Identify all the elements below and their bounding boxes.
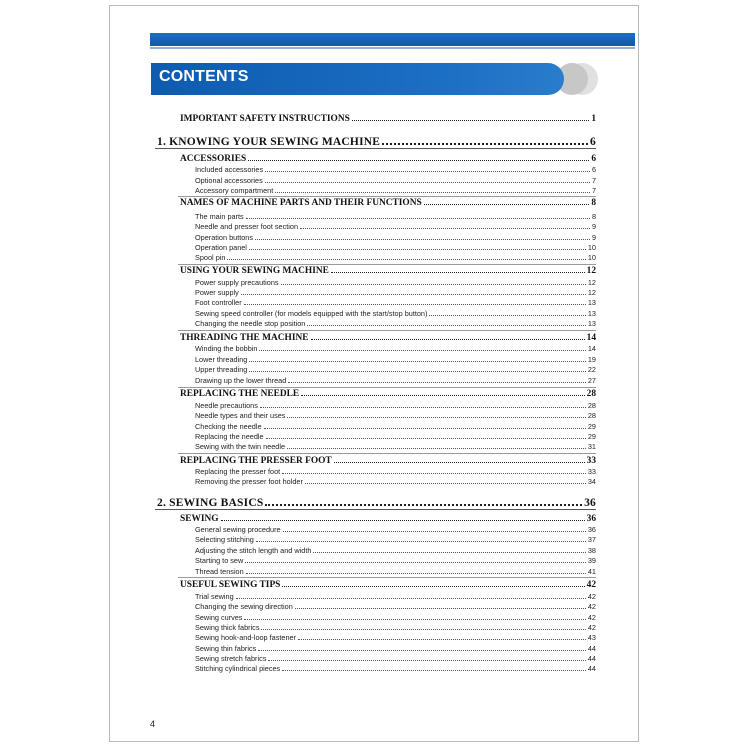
- toc-entry-title: Power supply: [195, 288, 239, 297]
- dot-leader: [424, 203, 590, 205]
- toc-entry-page: 19: [587, 355, 596, 364]
- dot-leader: [282, 585, 584, 587]
- toc-section-entry: [180, 154, 596, 164]
- toc-entry-title: Sewing stretch fabrics: [195, 654, 267, 663]
- toc-entry-title: Spool pin: [195, 253, 226, 262]
- toc-entry-page: 14: [586, 333, 596, 343]
- dot-leader: [295, 607, 586, 609]
- section-divider: [178, 387, 596, 388]
- toc-entry-title: Starting to sew: [195, 556, 244, 565]
- toc-entry-title: Replacing the presser foot: [195, 467, 281, 476]
- toc-subsection-entry: [195, 365, 596, 374]
- toc-entry-page: 14: [587, 344, 596, 353]
- toc-entry-title: Sewing speed controller (for models equipped with the start/stop button): [195, 309, 428, 318]
- toc-entry-page: 36: [584, 497, 596, 509]
- dot-leader: [248, 159, 589, 161]
- toc-entry-title: Changing the needle stop position: [195, 319, 306, 328]
- toc-entry-title: REPLACING THE NEEDLE: [180, 389, 300, 399]
- toc-entry-page: 28: [586, 389, 596, 399]
- toc-subsection-entry: [195, 623, 596, 632]
- dot-leader: [261, 628, 585, 630]
- dot-leader: [288, 381, 586, 383]
- toc-entry-page: 8: [591, 212, 596, 221]
- toc-entry-page: 6: [591, 165, 596, 174]
- toc-subsection-entry: [195, 467, 596, 476]
- toc-entry-page: 28: [587, 401, 596, 410]
- toc-entry-title: Sewing curves: [195, 613, 243, 622]
- dot-leader: [298, 638, 586, 640]
- toc-subsection-entry: [195, 376, 596, 385]
- toc-entry-page: 1: [591, 114, 596, 124]
- toc-entry-title: Replacing the needle: [195, 432, 264, 441]
- toc-subsection-entry: [195, 422, 596, 431]
- toc-subsection-entry: [195, 442, 596, 451]
- toc-entry-page: 41: [587, 567, 596, 576]
- toc-entry-title: 1. KNOWING YOUR SEWING MACHINE: [157, 136, 381, 148]
- dot-leader: [236, 597, 586, 599]
- toc-entry-page: 43: [587, 633, 596, 642]
- dot-leader: [249, 248, 586, 250]
- dot-leader: [287, 416, 585, 418]
- dot-leader: [227, 258, 585, 260]
- toc-entry-title: Needle precautions: [195, 401, 258, 410]
- toc-entry-page: 42: [586, 580, 596, 590]
- toc-entry-title: Drawing up the lower thread: [195, 376, 287, 385]
- toc-entry-page: 29: [587, 422, 596, 431]
- toc-entry-page: 7: [591, 186, 596, 195]
- toc-entry-page: 13: [587, 298, 596, 307]
- dot-leader: [260, 406, 586, 408]
- toc-entry-title: Sewing thick fabrics: [195, 623, 260, 632]
- toc-subsection-entry: [195, 298, 596, 307]
- toc-entry-page: 7: [591, 176, 596, 185]
- toc-entry-page: 42: [587, 623, 596, 632]
- toc-entry-title: Foot controller: [195, 298, 242, 307]
- toc-entry-title: Optional accessories: [195, 176, 263, 185]
- toc-entry-page: 33: [586, 456, 596, 466]
- dot-leader: [352, 119, 589, 121]
- toc-entry-page: 13: [587, 319, 596, 328]
- toc-entry-page: 42: [587, 592, 596, 601]
- dot-leader: [382, 142, 588, 145]
- toc-entry-title: Upper threading: [195, 365, 248, 374]
- dot-leader: [313, 551, 585, 553]
- dot-leader: [246, 572, 586, 574]
- toc-subsection-entry: [195, 176, 596, 185]
- toc-entry-title: Needle types and their uses: [195, 411, 286, 420]
- toc-chapter-entry: [157, 136, 596, 148]
- toc-section-entry: [180, 389, 596, 399]
- toc-entry-title: Sewing with the twin needle: [195, 442, 286, 451]
- toc-subsection-entry: [195, 556, 596, 565]
- dot-leader: [245, 561, 586, 563]
- toc-entry-page: 13: [587, 309, 596, 318]
- dot-leader: [256, 540, 586, 542]
- dot-leader: [255, 238, 590, 240]
- toc-section-entry: [180, 198, 596, 208]
- dot-leader: [244, 618, 585, 620]
- section-divider: [178, 196, 596, 197]
- dot-leader: [264, 427, 586, 429]
- toc-subsection-entry: [195, 644, 596, 653]
- toc-entry-page: 9: [591, 222, 596, 231]
- toc-entry-page: 12: [586, 266, 596, 276]
- toc-entry-page: 37: [587, 535, 596, 544]
- toc-entry-page: 6: [591, 154, 596, 164]
- toc-entry-title: USING YOUR SEWING MACHINE: [180, 266, 329, 276]
- dot-leader: [221, 519, 585, 521]
- toc-subsection-entry: [195, 401, 596, 410]
- dot-leader: [249, 370, 586, 372]
- toc-entry-title: Removing the presser foot holder: [195, 477, 303, 486]
- toc-subsection-entry: [195, 525, 596, 534]
- toc-entry-title: NAMES OF MACHINE PARTS AND THEIR FUNCTIONS: [180, 198, 422, 208]
- dot-leader: [259, 349, 585, 351]
- toc-entry-page: 29: [587, 432, 596, 441]
- toc-subsection-entry: [195, 546, 596, 555]
- toc-entry-title: Changing the sewing direction: [195, 602, 293, 611]
- toc-entry-page: 36: [586, 514, 596, 524]
- dot-leader: [266, 437, 586, 439]
- page-number: 4: [150, 719, 156, 729]
- toc-entry-title: Operation buttons: [195, 233, 254, 242]
- toc-subsection-entry: [195, 654, 596, 663]
- toc-section-entry: [180, 514, 596, 524]
- dot-leader: [305, 482, 586, 484]
- toc-entry-page: 44: [587, 664, 596, 673]
- toc-entry-page: 33: [587, 467, 596, 476]
- toc-entry-title: Accessory compartment: [195, 186, 274, 195]
- toc-entry-title: 2. SEWING BASICS: [157, 497, 264, 509]
- toc-subsection-entry: [195, 633, 596, 642]
- section-divider: [178, 264, 596, 265]
- dot-leader: [334, 461, 585, 463]
- toc-entry-title: Winding the bobbin: [195, 344, 258, 353]
- section-divider: [155, 509, 596, 510]
- dot-leader: [268, 659, 585, 661]
- toc-entry-title: IMPORTANT SAFETY INSTRUCTIONS: [180, 114, 350, 124]
- toc-entry-title: Selecting stitching: [195, 535, 254, 544]
- toc-subsection-entry: [195, 165, 596, 174]
- dot-leader: [258, 649, 586, 651]
- toc-entry-title: REPLACING THE PRESSER FOOT: [180, 456, 332, 466]
- dot-leader: [282, 669, 586, 671]
- toc-section-entry: [180, 266, 596, 276]
- toc-subsection-entry: [195, 288, 596, 297]
- toc-entry-page: 38: [587, 546, 596, 555]
- toc-entry-title: Needle and presser foot section: [195, 222, 299, 231]
- dot-leader: [282, 472, 586, 474]
- dot-leader: [287, 447, 586, 449]
- toc-entry-title: The main parts: [195, 212, 244, 221]
- toc-entry-title: Power supply precautions: [195, 278, 279, 287]
- toc-subsection-entry: [195, 344, 596, 353]
- toc-entry-page: 10: [587, 253, 596, 262]
- toc-entry-page: 42: [587, 613, 596, 622]
- toc-subsection-entry: [195, 222, 596, 231]
- toc-subsection-entry: [195, 319, 596, 328]
- toc-subsection-entry: [195, 253, 596, 262]
- toc-subsection-entry: [195, 212, 596, 221]
- dot-leader: [300, 227, 590, 229]
- toc-chapter-entry: [157, 497, 596, 509]
- toc-subsection-entry: [195, 613, 596, 622]
- toc-subsection-entry: [195, 309, 596, 318]
- toc-entry-title: Lower threading: [195, 355, 248, 364]
- toc-subsection-entry: [195, 233, 596, 242]
- toc-entry-page: 36: [587, 525, 596, 534]
- toc-subsection-entry: [195, 664, 596, 673]
- section-divider: [155, 148, 596, 149]
- dot-leader: [301, 394, 585, 396]
- dot-leader: [244, 303, 586, 305]
- toc-entry-page: 12: [587, 278, 596, 287]
- dot-leader: [283, 530, 586, 532]
- toc-entry-title: Checking the needle: [195, 422, 262, 431]
- dot-leader: [281, 283, 586, 285]
- toc-entry-page: 28: [587, 411, 596, 420]
- toc-entry-title: Trial sewing: [195, 592, 234, 601]
- toc-subsection-entry: [195, 592, 596, 601]
- toc-entry-title: Adjusting the stitch length and width: [195, 546, 312, 555]
- toc-entry-page: 12: [587, 288, 596, 297]
- toc-entry-page: 39: [587, 556, 596, 565]
- page-title: CONTENTS: [159, 68, 249, 85]
- toc-entry-title: USEFUL SEWING TIPS: [180, 580, 281, 590]
- toc-section-entry: [180, 114, 596, 124]
- toc-subsection-entry: [195, 602, 596, 611]
- toc-entry-page: 9: [591, 233, 596, 242]
- toc-section-entry: [180, 333, 596, 343]
- dot-leader: [311, 338, 585, 340]
- toc-entry-page: 22: [587, 365, 596, 374]
- toc-entry-page: 6: [590, 136, 596, 148]
- toc-subsection-entry: [195, 355, 596, 364]
- toc-subsection-entry: [195, 243, 596, 252]
- toc-entry-page: 44: [587, 654, 596, 663]
- toc-entry-page: 44: [587, 644, 596, 653]
- toc-entry-title: Included accessories: [195, 165, 264, 174]
- dot-leader: [265, 181, 590, 183]
- toc-entry-page: 8: [591, 198, 596, 208]
- toc-subsection-entry: [195, 477, 596, 486]
- toc-entry-page: 27: [587, 376, 596, 385]
- toc-subsection-entry: [195, 535, 596, 544]
- dot-leader: [265, 170, 590, 172]
- toc-entry-title: Sewing hook-and-loop fastener: [195, 633, 297, 642]
- toc-entry-title: Thread tension: [195, 567, 244, 576]
- toc-entry-page: 34: [587, 477, 596, 486]
- toc-entry-title: Operation panel: [195, 243, 247, 252]
- toc-entry-title: THREADING THE MACHINE: [180, 333, 309, 343]
- toc-subsection-entry: [195, 278, 596, 287]
- toc-entry-page: 42: [587, 602, 596, 611]
- toc-entry-title: Sewing thin fabrics: [195, 644, 257, 653]
- toc-entry-page: 31: [587, 442, 596, 451]
- dot-leader: [331, 271, 585, 273]
- section-divider: [178, 330, 596, 331]
- dot-leader: [275, 191, 590, 193]
- toc-entry-title: Stitching cylindrical pieces: [195, 664, 281, 673]
- section-divider: [178, 577, 596, 578]
- toc-section-entry: [180, 580, 596, 590]
- section-divider: [178, 453, 596, 454]
- toc-subsection-entry: [195, 567, 596, 576]
- toc-entry-title: SEWING: [180, 514, 219, 524]
- toc-entry-page: 10: [587, 243, 596, 252]
- toc-section-entry: [180, 456, 596, 466]
- dot-leader: [249, 360, 586, 362]
- dot-leader: [429, 314, 585, 316]
- toc-subsection-entry: [195, 411, 596, 420]
- toc-entry-title: General sewing procedure: [195, 525, 281, 534]
- dot-leader: [265, 503, 582, 506]
- dot-leader: [241, 293, 586, 295]
- dot-leader: [307, 324, 586, 326]
- dot-leader: [246, 217, 590, 219]
- toc-subsection-entry: [195, 186, 596, 195]
- toc-entry-title: ACCESSORIES: [180, 154, 247, 164]
- toc-subsection-entry: [195, 432, 596, 441]
